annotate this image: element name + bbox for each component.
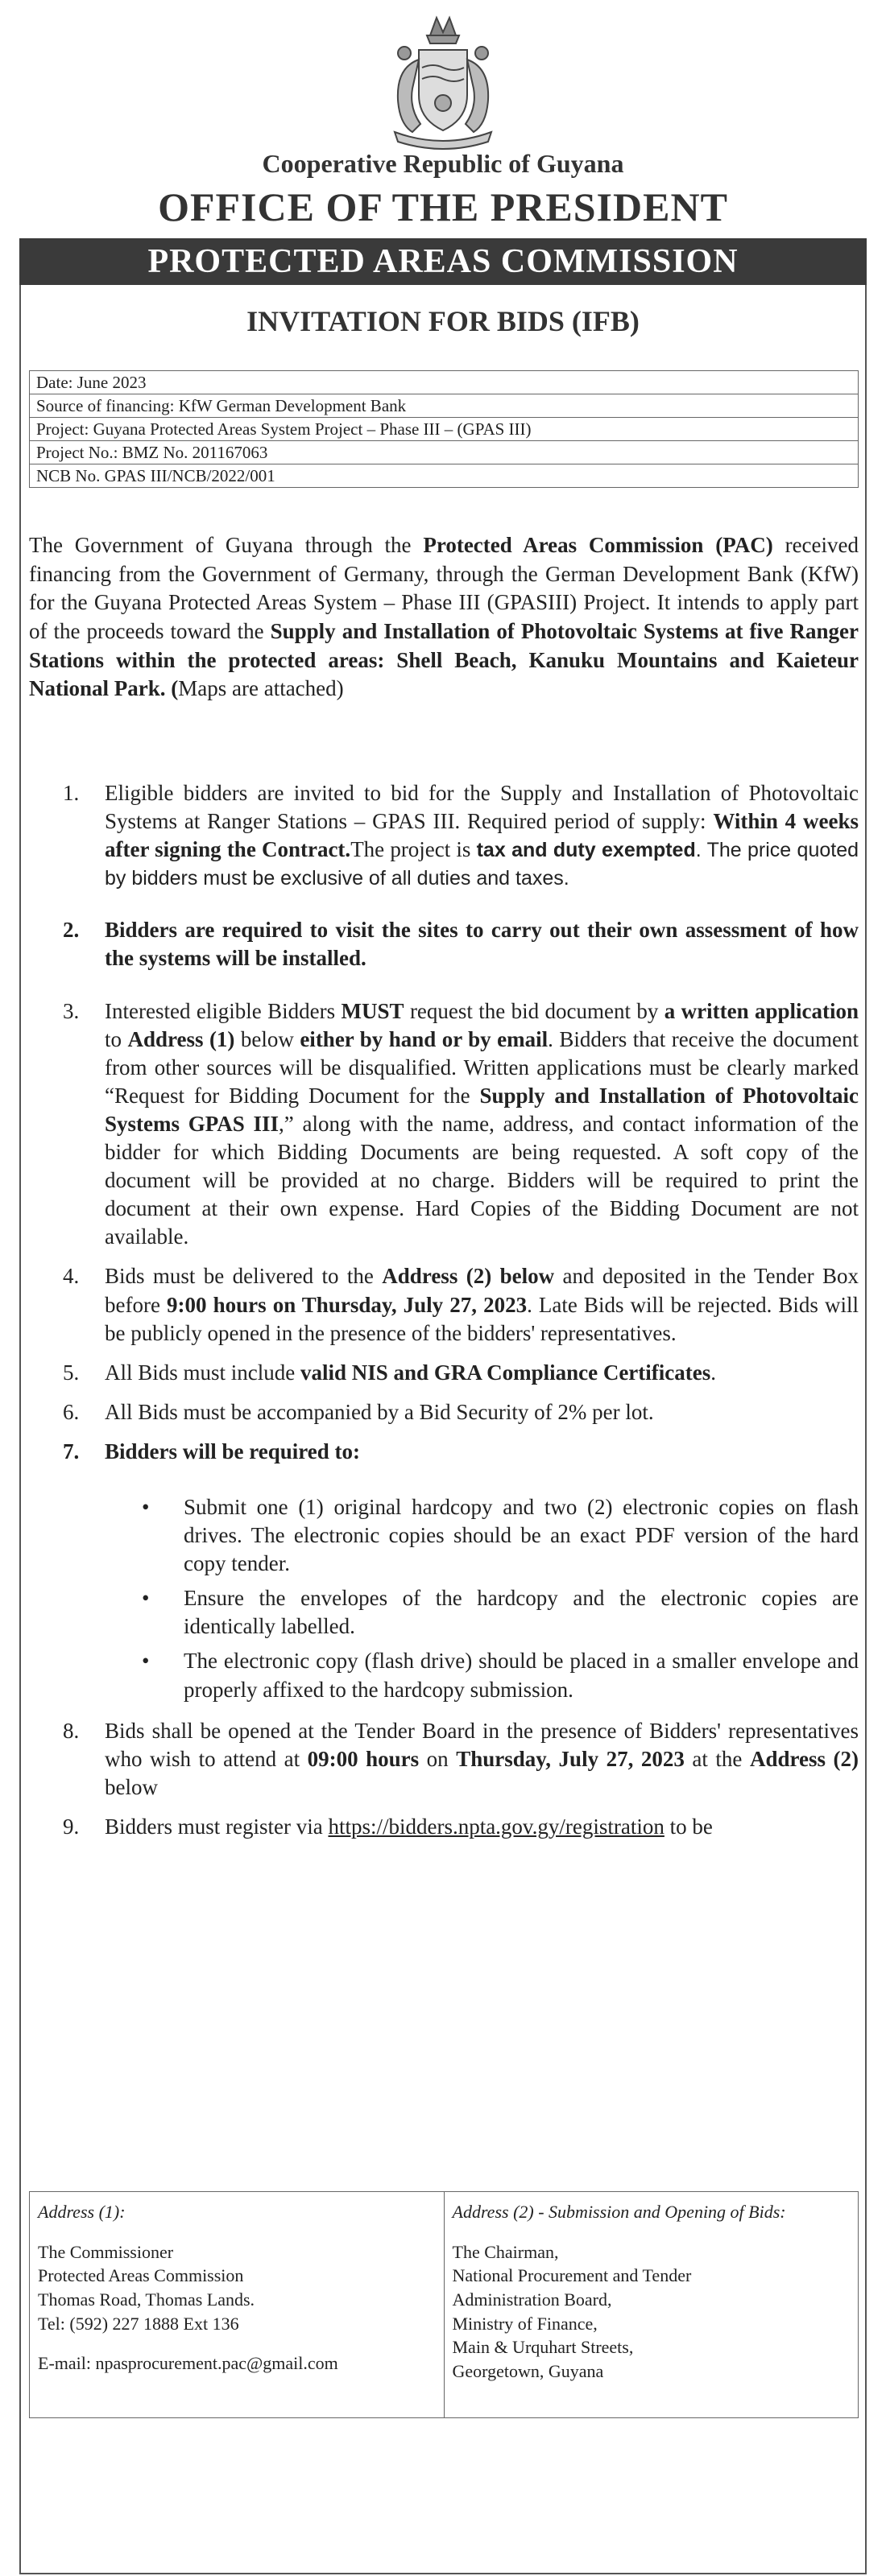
intro-text: The Government of Guyana through the (29, 533, 424, 557)
item-text: Eligible bidders are invited to bid for the Supply and Installation of Photovoltaic Systems at Ranger Stations – GPAS III. Required period of supply: (105, 781, 859, 834)
bullet-icon: • (142, 1494, 150, 1519)
item-text: All Bids must include (105, 1360, 300, 1385)
item-text: The project is (350, 837, 477, 862)
list-item-4 (29, 1262, 859, 1347)
address-line: Georgetown, Guyana (452, 2361, 604, 2382)
item-bold: Address (2) below (382, 1264, 555, 1289)
bullet-icon: • (142, 1649, 150, 1674)
item-bold: tax and duty exempted (476, 839, 696, 862)
item-text: . The price quoted by bidders must be exclusive of all duties and taxes. (105, 839, 859, 890)
list-item (29, 1647, 859, 1703)
item-bold: MUST (341, 998, 404, 1023)
item-number: 8. (63, 1718, 80, 1743)
address-2-heading: Address (2) - Submission and Opening of Bids: (452, 2202, 786, 2222)
list-item-6 (29, 1398, 859, 1426)
spacer (38, 2224, 436, 2240)
info-ncb-no: NCB No. GPAS III/NCB/2022/001 (30, 464, 859, 488)
item-text: Bids must be delivered to the (105, 1264, 383, 1289)
guyana-coat-of-arms-icon (380, 11, 506, 150)
item-number: 9. (63, 1814, 80, 1839)
address-line: The Chairman, (452, 2241, 559, 2262)
address-line: Administration Board, (452, 2289, 612, 2310)
item-number: 1. (63, 781, 80, 805)
registration-link[interactable]: https://bidders.npta.gov.gy/registration (328, 1814, 664, 1839)
item-bold: either by hand or by email (300, 1026, 549, 1051)
item-text: below (105, 1774, 158, 1799)
republic-heading: Cooperative Republic of Guyana (262, 149, 624, 178)
list-item-1 (29, 779, 859, 892)
item-text: Bidders must register via (105, 1814, 329, 1839)
item-text: request the bid document by (404, 998, 664, 1023)
spacer (38, 2335, 436, 2351)
item-bold: Supply and Installation of Photovoltaic Systems GPAS III (105, 1083, 859, 1136)
item-text: below (234, 1026, 300, 1051)
address-2-box (444, 2192, 859, 2418)
spacer (453, 2224, 851, 2240)
info-project-no: Project No.: BMZ No. 201167063 (30, 441, 859, 464)
address-email: E-mail: npasprocurement.pac@gmail.com (38, 2353, 338, 2374)
intro-bold: Protected Areas Commission (PAC) (423, 533, 773, 557)
bullet-icon: • (142, 1586, 150, 1611)
item-number: 5. (63, 1360, 80, 1385)
address-line: Thomas Road, Thomas Lands. (38, 2289, 255, 2310)
list-item-7 (29, 1438, 859, 1466)
address-1-heading: Address (1): (38, 2202, 126, 2222)
address-1-box (30, 2192, 445, 2418)
item-text: to be (664, 1814, 713, 1839)
commission-banner: PROTECTED AREAS COMMISSION (19, 238, 867, 285)
address-line: Protected Areas Commission (38, 2265, 244, 2286)
list-item-2 (29, 916, 859, 972)
item-text: Bids shall be opened at the Tender Board in the presence of Bidders' representatives who wish to attend at (105, 1718, 859, 1771)
bullet-text: The electronic copy (flash drive) should be placed in a smaller envelope and properly affixed to the hardcopy submission. (184, 1649, 859, 1702)
info-project: Project: Guyana Protected Areas System Project – Phase III – (GPAS III) (30, 418, 859, 441)
item-bold: valid NIS and GRA Compliance Certificates (300, 1360, 711, 1385)
item-bold: Bidders will be required to: (105, 1439, 361, 1463)
requirements-list (29, 779, 859, 1852)
intro-text: Maps are attached) (178, 676, 344, 701)
item-text: on (419, 1746, 457, 1771)
item-text: to (105, 1026, 128, 1051)
item-number: 7. (63, 1439, 80, 1463)
item-bold: 09:00 hours (307, 1746, 420, 1771)
bullet-text: Ensure the envelopes of the hardcopy and the electronic copies are identically labelled. (184, 1586, 859, 1639)
bullet-text: Submit one (1) original hardcopy and two (2) electronic copies on flash drives. The electronic copies should be an exact PDF version of the hard copy tender. (184, 1494, 859, 1576)
item-text: . Late Bids will be rejected. Bids will be publicly opened in the presence of the bidders' representatives. (105, 1292, 859, 1345)
intro-text: received financing from the Government of Germany, through the German Development Bank (KfW) for the Guyana Protected Areas System – Phase III (GPASIII) Project. It intends to apply part of the proceeds toward the (29, 533, 859, 643)
item-number: 6. (63, 1399, 80, 1424)
info-financing: Source of financing: KfW German Development Bank (30, 394, 859, 418)
list-item (29, 1584, 859, 1641)
item-bold: a written application (664, 998, 859, 1023)
intro-paragraph (29, 531, 859, 704)
item-text: . Bidders that receive the document from other sources will be disqualified. Written applications must be clearly marked “Request for Bidding Document for the (105, 1026, 859, 1108)
item-bold: 9:00 hours on Thursday, July 27, 2023 (167, 1292, 528, 1317)
item-text: . (710, 1360, 716, 1385)
item-text: ,” along with the name, address, and contact information of the bidder for which Bidding Documents are being requested. A soft copy of the document will be provided at no charge. Bidders will be required to print the document at their own expense. Hard Copies of the Bidding Document are not available. (105, 1111, 859, 1249)
info-date: Date: June 2023 (30, 371, 859, 394)
list-item-3 (29, 997, 859, 1252)
list-item-9 (29, 1813, 859, 1841)
item-bold: Thursday, July 27, 2023 (456, 1746, 685, 1771)
bullet-list (29, 1493, 859, 1704)
item-bold: Address (2) (749, 1746, 859, 1771)
item-number: 4. (63, 1264, 80, 1289)
item-number: 3. (63, 998, 80, 1023)
item-bold: Address (1) (127, 1026, 235, 1051)
info-table (29, 370, 859, 488)
address-line: National Procurement and Tender (452, 2265, 692, 2286)
notice-title: INVITATION FOR BIDS (IFB) (246, 305, 640, 337)
intro-bold: Supply and Installation of Photovoltaic Systems at five Ranger Stations within the protected areas: Shell Beach, Kanuku Mountains and Kaieteur National Park. ( (29, 618, 859, 701)
item-number: 2. (63, 918, 80, 943)
address-line: Tel: (592) 227 1888 Ext 136 (38, 2313, 239, 2334)
item-text: at the (684, 1746, 750, 1771)
list-item-8 (29, 1717, 859, 1802)
item-bold: Within 4 weeks after signing the Contract. (105, 809, 859, 862)
item-text: All Bids must be accompanied by a Bid Security of 2% per lot. (105, 1399, 654, 1424)
item-text: Interested eligible Bidders (105, 998, 342, 1023)
address-line: The Commissioner (38, 2241, 174, 2262)
list-item (29, 1493, 859, 1578)
item-text: and deposited in the Tender Box before (105, 1264, 859, 1317)
address-line: Main & Urquhart Streets, (452, 2337, 634, 2358)
list-item-5 (29, 1359, 859, 1387)
office-heading: OFFICE OF THE PRESIDENT (158, 184, 728, 229)
address-line: Ministry of Finance, (452, 2313, 598, 2334)
item-bold: Bidders are required to visit the sites to carry out their own assessment of how the systems will be installed. (105, 918, 859, 971)
address-table (29, 2191, 859, 2418)
